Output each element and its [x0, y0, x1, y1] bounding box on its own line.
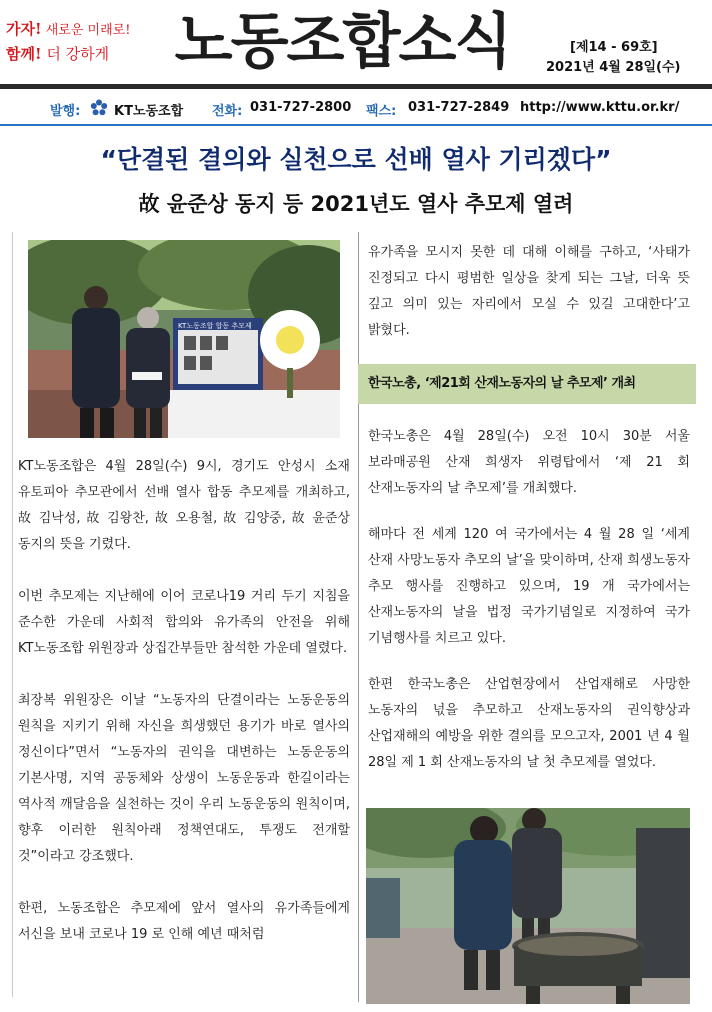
memorial-banner-text: KT노동조합 합동 추모제: [178, 322, 252, 330]
fax-label: 팩스:: [366, 104, 397, 119]
memorial-photo: [28, 240, 340, 438]
section-subheading: [358, 364, 696, 404]
sub-headline: 故 윤준상 동지 등 2021년도 열사 추모제 열려: [138, 192, 574, 216]
paragraph: 해마다 전 세계 120 여 국가에서는 4 월 28 일 ‘세계 산재 사망노동자 추모의 날’을 맞이하며, 산재 희생노동자 추모 행사를 진행하고 있으며, 19 개 국가에서는 산재노동자의 날을 법정 국가기념일로 지정하여 국가 기념행사를 치르고 있다.: [368, 527, 690, 646]
paragraph: KT노동조합은 4월 28일(수) 9시, 경기도 안성시 소재 유토피아 추모관에서 선배 열사 합동 추모제를 개최하고, 故 김낙성, 故 김왕찬, 故 오용철, 故 김양중, 故 윤준상 동지의 뜻을 기렸다.: [18, 459, 350, 552]
paragraph: 유가족을 모시지 못한 데 대해 이해를 구하고, ‘사태가 진정되고 다시 평범한 일상을 찾게 되는 그날, 더욱 뜻 깊고 의미 있는 자리에서 모실 수 있길 고대한다’고 밝혔다.: [368, 245, 690, 338]
issuer-label: 발행:: [50, 104, 81, 119]
issuer-name: KT노동조합: [114, 104, 184, 119]
publisher-rule: [0, 124, 712, 126]
publish-date: 2021년 4월 28일(수): [546, 60, 681, 75]
paragraph: 한편, 노동조합은 추모제에 앞서 열사의 유가족들에게 서신을 보내 코로나 19 로 인해 예년 때처럼: [18, 901, 350, 942]
publisher-bar: [0, 96, 712, 124]
fax-number: 031-727-2849: [408, 100, 510, 115]
left-frame-line: [12, 232, 13, 997]
paragraph: 한국노총은 4월 28일(수) 오전 10시 30분 서울 보라매공원 산재 희생자 위령탑에서 ‘제 21 회 산재노동자의 날 추모제’를 개최했다.: [368, 429, 690, 496]
article-column-right-lower: [368, 424, 690, 776]
masthead-slogan: [6, 22, 130, 62]
paragraph: 최장복 위원장은 이날 “노동자의 단결이라는 노동운동의 원칙을 지키기 위해 자신을 희생했던 용기가 바로 열사의 정신이다”면서 “노동자의 권익을 대변하는 노동운동의 기본사명, 지역 공동체와 상생이 노동운동과 한길이라는 역사적 깨달음을 실천하는 것이 우리 노동운동의 원칙이며, 향후 이러한 원칙아래 정책연대도, 투쟁도 전개할 것”이라고 강조했다.: [18, 693, 350, 864]
newsletter-title: 노동조합소식: [174, 7, 511, 77]
kt-union-logo-icon: [90, 99, 106, 115]
phone-label: 전화:: [212, 104, 243, 119]
issue-number: [제14 - 69호]: [570, 40, 658, 55]
industrial-memorial-photo: [366, 808, 690, 1004]
paragraph: 한편 한국노총은 산업현장에서 산업재해로 사망한 노동자의 넋을 추모하고 산재노동자의 권익향상과 산업재해의 예방을 위한 결의를 모으고자, 2001 년 4 월 28일 제 1 회 산재노동자의 날 첫 추모제를 열었다.: [368, 677, 690, 770]
slogan-line2-emphasis: 함께!: [6, 45, 42, 63]
subheading-text: 한국노총, ‘제21회 산재노동자의 날 추모제’ 개최: [368, 376, 636, 391]
slogan-line1-text: 새로운 미래로!: [41, 23, 131, 38]
article-column-right: [368, 240, 690, 344]
article-column-left: [18, 454, 350, 948]
slogan-line2-text: 더 강하게: [41, 45, 110, 63]
phone-number: 031-727-2800: [250, 100, 352, 115]
slogan-line1-emphasis: 가자!: [6, 20, 42, 38]
masthead-rule: [0, 84, 712, 89]
website-link[interactable]: http://www.kttu.or.kr/: [520, 100, 680, 115]
column-divider: [358, 232, 359, 1002]
main-headline: “단결된 결의와 실천으로 선배 열사 기리겠다”: [100, 145, 612, 174]
paragraph: 이번 추모제는 지난해에 이어 코로나19 거리 두기 지침을 준수한 가운데 사회적 합의와 유가족의 안전을 위해 KT노동조합 위원장과 상집간부들만 참석한 가운데 열렸다.: [18, 589, 350, 656]
